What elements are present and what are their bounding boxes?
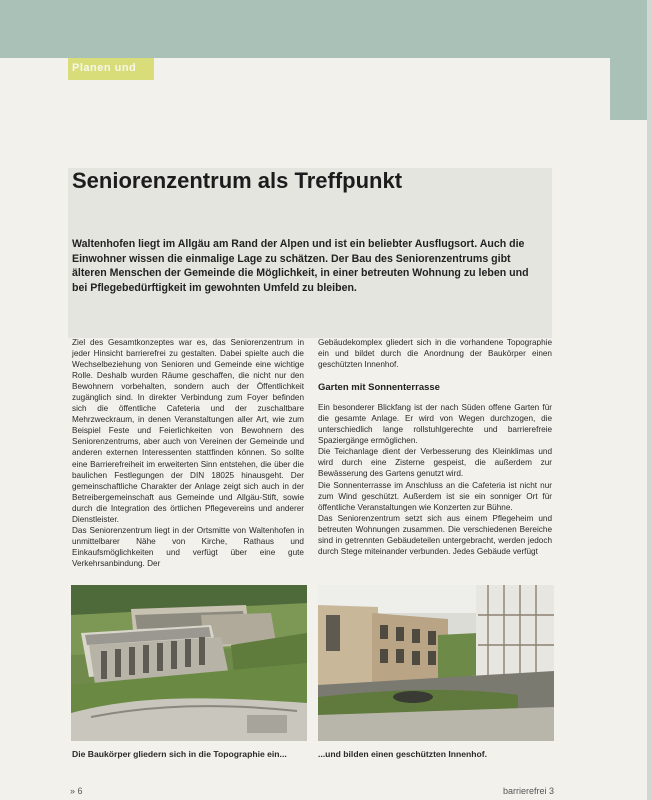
page-edge (647, 0, 651, 800)
photo-caption-left: Die Baukörper gliedern sich in die Topographie ein... (72, 749, 287, 759)
article-lead: Waltenhofen liegt im Allgäu am Rand der Alpen und ist ein beliebter Ausflugsort. Auch die Einwohner wissen die einmalige Lage zu schätzen. Der Bau des Seniorenzentrums gibt älteren Menschen der Gemeinde die Möglichkeit, in einer betreuten Wohnung zu leben und bei Pflegebedürftigkeit im gewohnten Umfeld zu bleiben. (72, 238, 529, 295)
paragraph: Das Seniorenzentrum setzt sich aus einem Pflegeheim und betreuten Wohnungen zusammen. Die verschiedenen Bereiche sind in getrennten Gebäudeteilen untergebracht, werden jedoch durch Stege miteinander verbunden. Jedes Gebäude verfügt (318, 513, 552, 556)
paragraph: Gebäudekomplex gliedert sich in die vorhandene Topographie ein und bildet durch die Anordnung der Baukörper einen geschützten Innenhof. (318, 338, 552, 370)
paragraph: Das Seniorenzentrum liegt in der Ortsmitte von Waltenhofen in unmittelbarer Nähe von Kirche, Rathaus und Einkaufsmöglichkeiten und verfügt über eine gute Verkehrsanbindung. Der (72, 525, 304, 568)
photo-aerial-building (71, 585, 307, 741)
header-band (0, 0, 651, 58)
section-tab-label: Planen und (72, 62, 137, 74)
subheading: Garten mit Sonnenterrasse (318, 382, 440, 394)
photo-caption-right: ...und bilden einen geschützten Innenhof. (318, 749, 488, 759)
text-column-left (72, 337, 304, 569)
photo-courtyard (318, 585, 554, 741)
paragraph: Die Teichanlage dient der Verbesserung des Kleinklimas und wird durch eine Zisterne gespeist, die außerdem zur Bewässerung des Gartens genutzt wird. (318, 447, 552, 479)
page-number: » 6 (70, 786, 83, 796)
paragraph: Die Sonnenterrasse im Anschluss an die Cafeteria ist nicht nur zum Wind geschützt. Außerdem ist sie ein sonniger Ort für öffentliche Veranstaltungen wie Konzerten zur Bühne. (318, 480, 552, 512)
paragraph: Ein besonderer Blickfang ist der nach Süden offene Garten für die gesamte Anlage. Er wird von Wegen durchzogen, die unterschiedlich lange rollstuhlgerechte und barrierefreie Spaziergänge ermöglichen. (318, 403, 552, 446)
header-band-right (610, 0, 651, 120)
article-title: Seniorenzentrum als Treffpunkt (72, 168, 403, 193)
paragraph: Ziel des Gesamtkonzeptes war es, das Seniorenzentrum in jeder Hinsicht barrierefrei zu gestalten. Dabei spielte auch die Wechselbeziehung von Senioren und Gemeinde eine wichtige Rolle. Deshalb wurden Räume geschaffen, die nicht nur den Bewohnern vorbehalten, sondern auch der Öffentlichkeit zugänglich sind. In direkter Verbindung zum Foyer befinden sich die öffentliche Cafeteria und der zuschaltbare Mehrzweckraum, in denen Veranstaltungen aller Art, wie zum Beispiel Feste und Feierlichkeiten von Bewohnern des Seniorenzentrums, aber auch von Vereinen der Gemeinde und anderen externen Interessenten stattfinden können. So sollte eine Barrierefreiheit im erweiterten Sinn entstehen, die über die baulichen Festlegungen der DIN 18025 hinausgeht. Der gemeinschaftliche Charakter der Anlage zeigt sich auch in der Betreibergemeinschaft aus Gemeinde und Allgäu-Stift, sowie durch die Integration des örtlichen Pflegevereins und anderer Dienstleister. (72, 338, 304, 524)
section-tab (68, 58, 154, 80)
text-column-right (318, 337, 552, 557)
magazine-brand: barrierefrei 3 (503, 786, 555, 796)
